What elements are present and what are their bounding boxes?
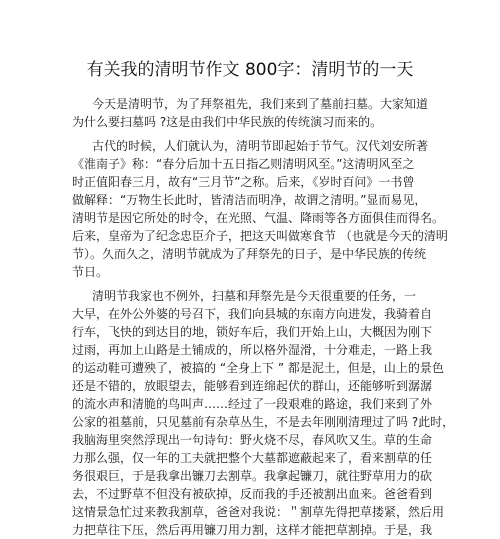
text-line: 清明节我家也不例外，扫墓和拜祭先是今天很重要的任务，一 xyxy=(92,289,417,303)
text-line: 的流水声和清脆的鸟叫声……经过了一段艰难的路途，我们来到了外 xyxy=(72,397,433,411)
text-line: 这情景急忙过来教我割草，爸爸对我说：＂割草先得把草搂紧，然后用 xyxy=(72,505,445,519)
text-line: 公家的祖墓前，只见墓前有杂草丛生，不是去年刚刚清理过了吗 ?此时， xyxy=(72,415,455,429)
text-line: 大早，在外公外婆的号召下，我们向县城的东南方向进发，我骑着自 xyxy=(72,307,433,321)
text-line: 古代的时候，人们就认为，清明节即起始于节气。汉代刘安所著 xyxy=(92,139,429,153)
text-line: 力把草往下压，然后再用镰刀用力割，这样才能把草割掉。于是，我 xyxy=(72,523,433,537)
text-line: 为什么要扫墓吗 ?这是由我们中华民族的传统演习而来的。 xyxy=(72,115,383,129)
text-line: 今天是清明节，为了拜祭祖先，我们来到了墓前扫墓。大家知道 xyxy=(92,97,429,111)
article-title: 有关我的清明节作文 800字：清明节的一天 xyxy=(86,60,414,80)
text-line: 务很艰巨，于是我拿出镰刀去割草。我拿起镰刀，就往野草用力的砍 xyxy=(72,469,433,483)
text-line: 去，不过野草不但没有被砍掉，反而我的手还被割出血来。爸爸看到 xyxy=(72,487,433,501)
text-line: 清明节是因它所处的时令，在光照、气温、降雨等各方面俱佳而得名。 xyxy=(72,211,445,225)
text-line: 后来，皇帝为了纪念忠臣介子，把这天叫做寒食节 （也就是今天的清明 xyxy=(72,229,448,243)
text-line: 节日。 xyxy=(72,265,109,279)
text-line: 节）。久而久之，清明节就成为了拜祭先的日子，是中华民族的传统 xyxy=(72,247,427,261)
text-line: 还是不错的，放眼望去，能够看到连绵起伏的群山，还能够听到潺潺 xyxy=(72,379,433,393)
text-line: 过雨，再加上山路是土铺成的，所以格外湿滑，十分难走，一路上我 xyxy=(72,343,433,357)
text-line: 行车，飞快的到达目的地，锁好车后，我们开始上山，大概因为刚下 xyxy=(72,325,433,339)
text-line: 力那么强，仅一年的工夫就把整个大墓都遮蔽起来了，看来割草的任 xyxy=(72,451,433,465)
text-line: 我脑海里突然浮现出一句诗句：野火烧不尽，春风吹又生。草的生命 xyxy=(72,433,433,447)
text-line: 时正值阳春三月，故有“三月节”之称。后来，《岁时百问》一书曾 xyxy=(72,175,415,189)
text-line: 做解释：“万物生长此时，皆清洁而明净，故谓之清明。”显而易见， xyxy=(72,193,427,207)
text-line: 《淮南子》称：“春分后加十五日指乙则清明风至。”这清明风至之 xyxy=(72,157,415,171)
text-line: 的运动鞋可遭殃了，被搞的 “全身上下 ” 都是泥土，但是，山上的景色 xyxy=(72,361,444,375)
